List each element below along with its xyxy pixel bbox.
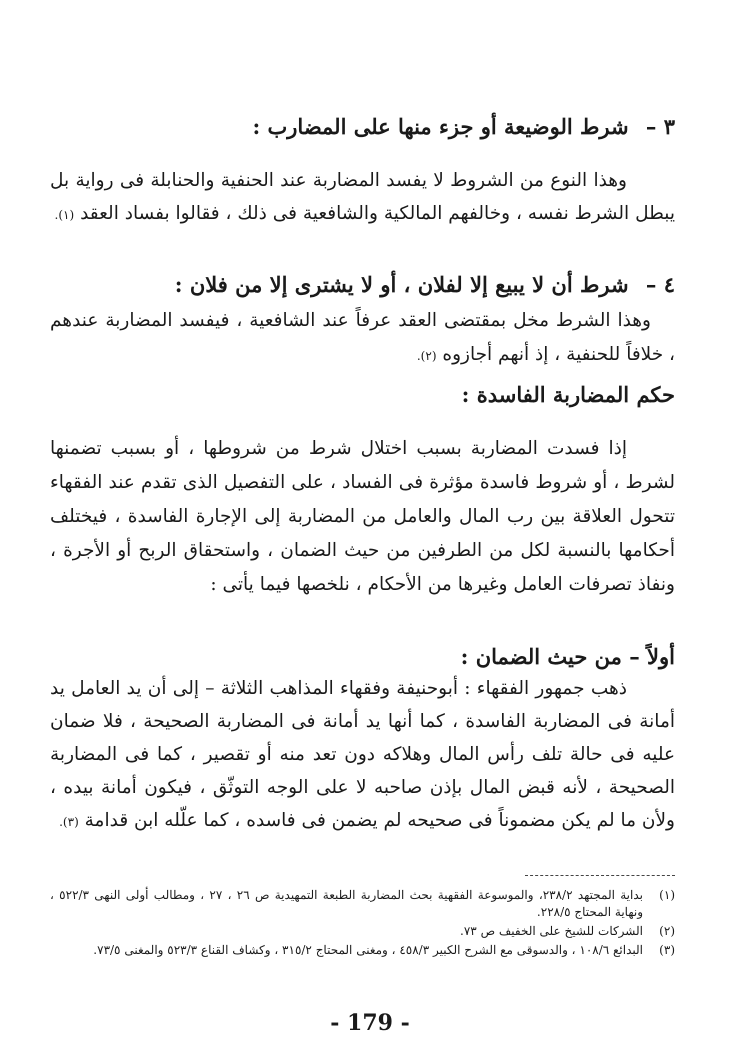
section-3-text: وهذا النوع من الشروط لا يفسد المضاربة عند الحنفية والحنابلة فى رواية بل يبطل الشرط نفسه ، وخالفهم المالكية والشافعية فى ذلك ، فقالوا بفساد العقد: [50, 170, 675, 224]
section-4-text: وهذا الشرط مخل بمقتضى العقد عرفاً عند الشافعية ، فيفسد المضاربة عندهم ، خلافاً للحنفية ، إذ أنهم أجازوه: [50, 310, 675, 365]
firstly-text: ذهب جمهور الفقهاء : أبوحنيفة وفقهاء المذاهب الثلاثة – إلى أن يد العامل يد أمانة فى المضاربة الفاسدة ، كما أنها يد أمانة فى المضاربة الصحيحة ، فلا ضمان عليه فى حالة تلف رأس المال وهلاكه دون تعد منه أو تقصير ، كما فى المضاربة الصحيحة ، لأنه قبض المال بإذن صاحبه لا على الوجه التوثّق ، فيكون أمانة بيده ، ولأن ما لم يكن مضموناً فى صحيحه لم يضمن فى فاسده ، كما علّله ابن قدامة: [50, 678, 675, 831]
footnote-item: [50, 887, 675, 921]
footnote-number: (١): [659, 888, 675, 902]
section-3-paragraph: [50, 164, 675, 232]
firstly-title: أولاً – من حيث الضمان :: [460, 644, 675, 669]
footnote-separator: [525, 875, 675, 876]
footnote-text: بداية المجتهد ٢٣٨/٢، والموسوعة الفقهية بحث المضاربة الطبعة التمهيدية ص ٢٦ ، ٢٧ ، ومطالب أولى النهى ٥٢٢/٣ ، ونهاية المحتاج ٢٢٨/٥.: [50, 888, 643, 919]
footnote-ref-1: (١).: [54, 208, 75, 222]
footnote-item: [50, 942, 675, 959]
footnotes: [50, 887, 675, 961]
ruling-paragraph: [50, 432, 675, 602]
page-number: - 179 -: [330, 1010, 410, 1036]
section-4-number: ٤ –: [645, 272, 675, 297]
footnote-item: [50, 923, 675, 940]
section-3-heading: [50, 112, 675, 142]
footnote-text: الشركات للشيخ على الخفيف ص ٧٣.: [460, 924, 643, 938]
ruling-heading: [50, 380, 675, 410]
footnote-ref-2: (٢).: [416, 349, 437, 363]
section-4-title: شرط أن لا يبيع إلا لفلان ، أو لا يشترى إلا من فلان :: [174, 272, 629, 297]
ruling-text: إذا فسدت المضاربة بسبب اختلال شرط من شروطها ، أو بسبب تضمنها لشرط ، أو شروط فاسدة مؤثرة فى الفساد ، على التفصيل الذى تقدم عند الفقهاء تتحول العلاقة بين رب المال والعامل من المضاربة إلى الإجارة الفاسدة ، فيختلف أحكامها بالنسبة لكل من الطرفين من حيث الضمان ، واستحقاق الربح أو الأجرة ، ونفاذ تصرفات العامل وغيرها من الأحكام ، نلخصها فيما يأتى :: [50, 438, 675, 595]
ruling-title: حكم المضاربة الفاسدة :: [461, 382, 675, 407]
firstly-heading: [50, 642, 675, 672]
footnote-number: (٣): [659, 943, 675, 957]
section-4-paragraph: [50, 304, 675, 373]
footnote-text: البدائع ١٠٨/٦ ، والدسوقى مع الشرح الكبير ٤٥٨/٣ ، ومغنى المحتاج ٣١٥/٢ ، وكشاف القناع ٥٢٣/٣ والمغنى ٧٣/٥.: [93, 943, 643, 957]
section-3-title: شرط الوضيعة أو جزء منها على المضارب :: [252, 114, 629, 139]
footnote-number: (٢): [659, 924, 675, 938]
section-4-heading: [50, 270, 675, 300]
section-3-number: ٣ –: [645, 114, 675, 139]
document-page: [50, 0, 675, 1055]
firstly-paragraph: [50, 672, 675, 839]
footnote-ref-3: (٣).: [59, 815, 79, 829]
